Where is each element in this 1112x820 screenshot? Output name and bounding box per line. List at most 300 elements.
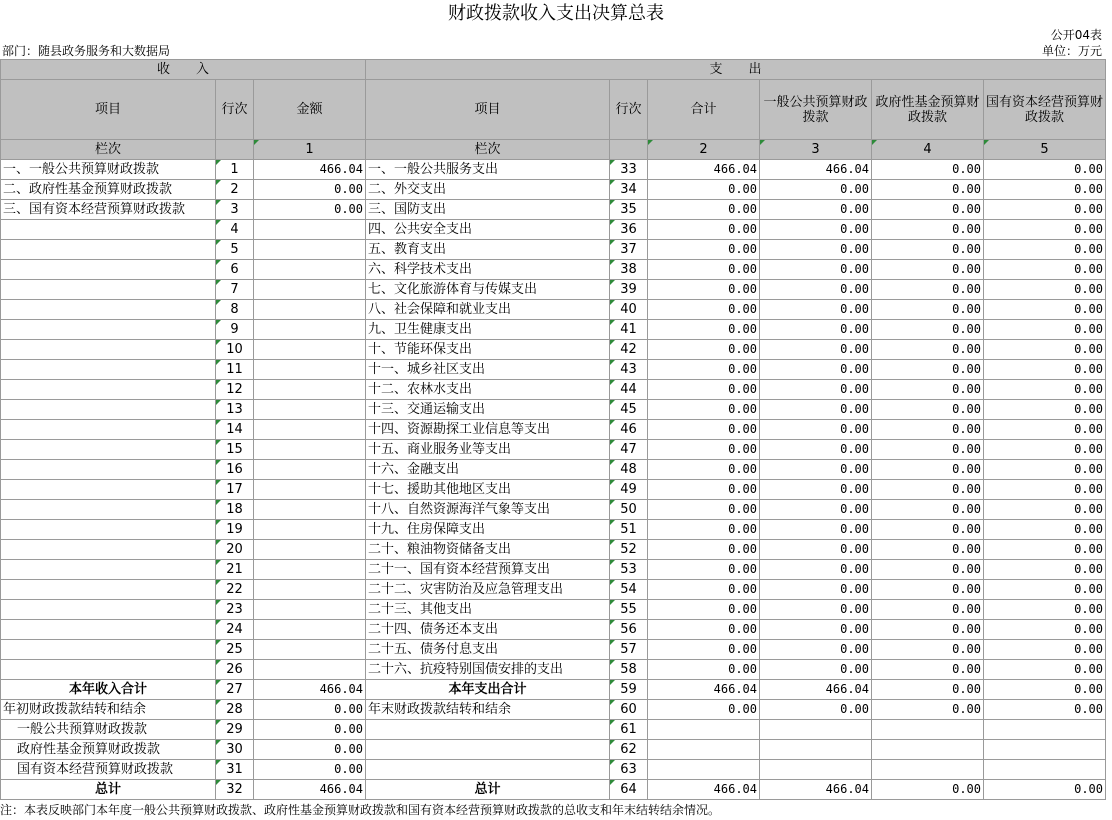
footnote: 注：本表反映部门本年度一般公共预算财政拨款、政府性基金预算财政拨款和国有资本经营预算财政拨款的总收支和年末结转结余情况。	[0, 803, 721, 817]
income-amount: 0.00	[254, 720, 366, 740]
income-col-label: 栏次	[1, 140, 216, 160]
income-row-no: 10	[216, 340, 254, 360]
table-row	[1, 220, 1106, 240]
total-amount: 0.00	[648, 300, 760, 320]
table-row	[1, 180, 1106, 200]
expense-row-no: 35	[610, 200, 648, 220]
income-row-no: 24	[216, 620, 254, 640]
soe-amount: 0.00	[984, 540, 1106, 560]
soe-amount: 0.00	[984, 700, 1106, 720]
income-row-no: 17	[216, 480, 254, 500]
income-amount-header: 金额	[254, 80, 366, 140]
total-amount: 0.00	[648, 540, 760, 560]
general-amount: 466.04	[760, 780, 872, 800]
table-row	[1, 400, 1106, 420]
expense-col-blank	[610, 140, 648, 160]
fund-amount: 0.00	[872, 460, 984, 480]
income-amount	[254, 420, 366, 440]
general-amount: 0.00	[760, 580, 872, 600]
table-row	[1, 720, 1106, 740]
form-number: 公开04表	[1050, 28, 1102, 42]
table-row	[1, 640, 1106, 660]
soe-amount: 0.00	[984, 780, 1106, 800]
expense-row-no: 61	[610, 720, 648, 740]
income-amount: 466.04	[254, 160, 366, 180]
total-amount: 0.00	[648, 600, 760, 620]
income-item	[1, 320, 216, 340]
soe-amount: 0.00	[984, 160, 1106, 180]
total-amount: 0.00	[648, 500, 760, 520]
total-amount: 0.00	[648, 440, 760, 460]
fund-amount: 0.00	[872, 780, 984, 800]
fund-amount: 0.00	[872, 500, 984, 520]
general-amount: 0.00	[760, 480, 872, 500]
fund-amount: 0.00	[872, 480, 984, 500]
income-amount: 0.00	[254, 740, 366, 760]
general-amount: 0.00	[760, 440, 872, 460]
expense-item	[366, 760, 610, 780]
general-amount: 0.00	[760, 200, 872, 220]
total-amount	[648, 720, 760, 740]
income-item	[1, 260, 216, 280]
table-row	[1, 740, 1106, 760]
general-amount: 0.00	[760, 300, 872, 320]
general-amount: 0.00	[760, 560, 872, 580]
table-row	[1, 160, 1106, 180]
general-amount: 0.00	[760, 420, 872, 440]
expense-row-no: 59	[610, 680, 648, 700]
table-row	[1, 240, 1106, 260]
soe-budget-header: 国有资本经营预算财政拨款	[984, 80, 1106, 140]
income-item: 国有资本经营预算财政拨款	[1, 760, 216, 780]
soe-amount: 0.00	[984, 260, 1106, 280]
income-amount	[254, 580, 366, 600]
soe-amount: 0.00	[984, 360, 1106, 380]
soe-amount: 0.00	[984, 440, 1106, 460]
income-row-no: 16	[216, 460, 254, 480]
income-item: 一、一般公共预算财政拨款	[1, 160, 216, 180]
soe-amount: 0.00	[984, 240, 1106, 260]
income-row-no: 14	[216, 420, 254, 440]
expense-row-no: 53	[610, 560, 648, 580]
soe-amount	[984, 760, 1106, 780]
soe-amount: 0.00	[984, 200, 1106, 220]
total-amount: 466.04	[648, 160, 760, 180]
income-header: 收 入	[1, 60, 366, 80]
soe-amount: 0.00	[984, 460, 1106, 480]
income-amount: 0.00	[254, 700, 366, 720]
expense-item: 六、科学技术支出	[366, 260, 610, 280]
soe-amount: 0.00	[984, 400, 1106, 420]
total-amount: 466.04	[648, 780, 760, 800]
fund-amount: 0.00	[872, 280, 984, 300]
income-amount	[254, 360, 366, 380]
total-amount	[648, 740, 760, 760]
total-amount: 0.00	[648, 360, 760, 380]
income-row-no: 13	[216, 400, 254, 420]
income-item	[1, 420, 216, 440]
expense-item: 一、一般公共服务支出	[366, 160, 610, 180]
income-item	[1, 340, 216, 360]
expense-item: 十、节能环保支出	[366, 340, 610, 360]
income-item-header: 项目	[1, 80, 216, 140]
expense-row-no: 45	[610, 400, 648, 420]
total-amount: 0.00	[648, 400, 760, 420]
income-amount	[254, 560, 366, 580]
total-amount: 0.00	[648, 620, 760, 640]
income-rowno-header: 行次	[216, 80, 254, 140]
expense-item: 八、社会保障和就业支出	[366, 300, 610, 320]
expense-item: 十五、商业服务业等支出	[366, 440, 610, 460]
income-amount	[254, 500, 366, 520]
table-row	[1, 680, 1106, 700]
general-amount: 0.00	[760, 700, 872, 720]
income-amount	[254, 620, 366, 640]
income-item	[1, 520, 216, 540]
expense-header: 支 出	[366, 60, 1106, 80]
general-amount: 0.00	[760, 660, 872, 680]
income-item	[1, 660, 216, 680]
income-row-no: 25	[216, 640, 254, 660]
income-amount	[254, 480, 366, 500]
fund-amount: 0.00	[872, 320, 984, 340]
fund-amount: 0.00	[872, 700, 984, 720]
income-item: 二、政府性基金预算财政拨款	[1, 180, 216, 200]
income-amount	[254, 600, 366, 620]
expense-item: 十一、城乡社区支出	[366, 360, 610, 380]
fund-amount: 0.00	[872, 560, 984, 580]
table-row	[1, 520, 1106, 540]
income-amount: 0.00	[254, 760, 366, 780]
expense-row-no: 50	[610, 500, 648, 520]
fund-amount: 0.00	[872, 520, 984, 540]
expense-row-no: 37	[610, 240, 648, 260]
income-row-no: 8	[216, 300, 254, 320]
table-row	[1, 380, 1106, 400]
general-amount: 0.00	[760, 620, 872, 640]
total-header: 合计	[648, 80, 760, 140]
income-amount	[254, 220, 366, 240]
soe-amount: 0.00	[984, 600, 1106, 620]
table-row	[1, 620, 1106, 640]
table-row	[1, 460, 1106, 480]
expense-item: 二十三、其他支出	[366, 600, 610, 620]
table-row	[1, 660, 1106, 680]
total-amount	[648, 760, 760, 780]
general-amount: 0.00	[760, 320, 872, 340]
income-row-no: 30	[216, 740, 254, 760]
expense-item: 十二、农林水支出	[366, 380, 610, 400]
total-amount: 0.00	[648, 580, 760, 600]
total-amount: 0.00	[648, 460, 760, 480]
general-amount	[760, 760, 872, 780]
table-row	[1, 560, 1106, 580]
income-item: 年初财政拨款结转和结余	[1, 700, 216, 720]
income-item	[1, 440, 216, 460]
general-amount: 0.00	[760, 340, 872, 360]
expense-row-no: 43	[610, 360, 648, 380]
expense-col-label: 栏次	[366, 140, 610, 160]
income-row-no: 1	[216, 160, 254, 180]
income-row-no: 5	[216, 240, 254, 260]
total-amount: 0.00	[648, 480, 760, 500]
income-amount	[254, 300, 366, 320]
income-row-no: 15	[216, 440, 254, 460]
total-amount: 0.00	[648, 560, 760, 580]
general-budget-header: 一般公共预算财政拨款	[760, 80, 872, 140]
fund-budget-header: 政府性基金预算财政拨款	[872, 80, 984, 140]
expense-item: 十四、资源勘探工业信息等支出	[366, 420, 610, 440]
soe-amount: 0.00	[984, 660, 1106, 680]
income-amount	[254, 640, 366, 660]
income-amount	[254, 440, 366, 460]
income-row-no: 26	[216, 660, 254, 680]
soe-amount: 0.00	[984, 420, 1106, 440]
income-amount	[254, 660, 366, 680]
table-row	[1, 200, 1106, 220]
total-amount: 0.00	[648, 640, 760, 660]
income-row-no: 31	[216, 760, 254, 780]
expense-row-no: 58	[610, 660, 648, 680]
income-item	[1, 500, 216, 520]
general-amount	[760, 720, 872, 740]
income-item: 一般公共预算财政拨款	[1, 720, 216, 740]
fund-amount: 0.00	[872, 340, 984, 360]
table-row	[1, 300, 1106, 320]
table-row	[1, 760, 1106, 780]
table-row	[1, 480, 1106, 500]
income-item	[1, 580, 216, 600]
expense-row-no: 57	[610, 640, 648, 660]
income-amount	[254, 520, 366, 540]
expense-row-no: 46	[610, 420, 648, 440]
table-row	[1, 600, 1106, 620]
soe-amount: 0.00	[984, 640, 1106, 660]
total-amount: 0.00	[648, 660, 760, 680]
expense-row-no: 38	[610, 260, 648, 280]
fund-amount	[872, 740, 984, 760]
income-item	[1, 380, 216, 400]
expense-item: 十三、交通运输支出	[366, 400, 610, 420]
expense-item: 二十六、抗疫特别国债安排的支出	[366, 660, 610, 680]
income-row-no: 11	[216, 360, 254, 380]
income-amount	[254, 540, 366, 560]
income-amount: 0.00	[254, 200, 366, 220]
expense-row-no: 39	[610, 280, 648, 300]
total-amount: 0.00	[648, 240, 760, 260]
income-item	[1, 460, 216, 480]
soe-amount: 0.00	[984, 620, 1106, 640]
expense-item	[366, 740, 610, 760]
general-amount: 0.00	[760, 600, 872, 620]
total-amount: 0.00	[648, 700, 760, 720]
expense-item: 四、公共安全支出	[366, 220, 610, 240]
income-item	[1, 540, 216, 560]
fund-amount: 0.00	[872, 660, 984, 680]
general-amount: 0.00	[760, 520, 872, 540]
expense-item: 年末财政拨款结转和结余	[366, 700, 610, 720]
general-amount: 466.04	[760, 680, 872, 700]
expense-row-no: 49	[610, 480, 648, 500]
expense-item: 十八、自然资源海洋气象等支出	[366, 500, 610, 520]
general-amount: 0.00	[760, 460, 872, 480]
expense-row-no: 55	[610, 600, 648, 620]
income-item	[1, 280, 216, 300]
soe-amount: 0.00	[984, 320, 1106, 340]
general-amount: 0.00	[760, 540, 872, 560]
fund-amount: 0.00	[872, 220, 984, 240]
table-row	[1, 500, 1106, 520]
total-amount: 0.00	[648, 420, 760, 440]
fund-amount: 0.00	[872, 440, 984, 460]
expense-item: 五、教育支出	[366, 240, 610, 260]
total-amount: 0.00	[648, 220, 760, 240]
expense-item: 九、卫生健康支出	[366, 320, 610, 340]
fund-amount: 0.00	[872, 260, 984, 280]
expense-item: 二十、粮油物资储备支出	[366, 540, 610, 560]
expense-item: 三、国防支出	[366, 200, 610, 220]
fund-amount: 0.00	[872, 360, 984, 380]
total-amount: 0.00	[648, 260, 760, 280]
income-item	[1, 240, 216, 260]
budget-table	[0, 59, 1106, 800]
fund-amount: 0.00	[872, 240, 984, 260]
income-item	[1, 400, 216, 420]
soe-amount: 0.00	[984, 380, 1106, 400]
total-amount: 0.00	[648, 280, 760, 300]
income-row-no: 22	[216, 580, 254, 600]
fund-amount: 0.00	[872, 300, 984, 320]
expense-item: 总计	[366, 780, 610, 800]
income-row-no: 3	[216, 200, 254, 220]
table-row	[1, 440, 1106, 460]
table-row	[1, 700, 1106, 720]
soe-amount: 0.00	[984, 480, 1106, 500]
soe-amount: 0.00	[984, 280, 1106, 300]
soe-amount: 0.00	[984, 500, 1106, 520]
expense-row-no: 44	[610, 380, 648, 400]
income-amount	[254, 240, 366, 260]
income-item: 本年收入合计	[1, 680, 216, 700]
general-amount: 0.00	[760, 240, 872, 260]
fund-amount	[872, 760, 984, 780]
expense-row-no: 52	[610, 540, 648, 560]
expense-item: 二十一、国有资本经营预算支出	[366, 560, 610, 580]
fund-amount: 0.00	[872, 620, 984, 640]
table-row	[1, 780, 1106, 800]
expense-item: 十七、援助其他地区支出	[366, 480, 610, 500]
income-item	[1, 640, 216, 660]
income-row-no: 21	[216, 560, 254, 580]
fund-amount: 0.00	[872, 580, 984, 600]
income-item: 三、国有资本经营预算财政拨款	[1, 200, 216, 220]
table-row	[1, 360, 1106, 380]
col-3: 3	[760, 140, 872, 160]
general-amount	[760, 740, 872, 760]
income-row-no: 9	[216, 320, 254, 340]
total-amount: 0.00	[648, 520, 760, 540]
table-row	[1, 580, 1106, 600]
income-row-no: 4	[216, 220, 254, 240]
income-amount	[254, 260, 366, 280]
income-item: 总计	[1, 780, 216, 800]
expense-item: 二十四、债务还本支出	[366, 620, 610, 640]
expense-row-no: 48	[610, 460, 648, 480]
expense-row-no: 60	[610, 700, 648, 720]
fund-amount: 0.00	[872, 180, 984, 200]
expense-row-no: 63	[610, 760, 648, 780]
income-row-no: 23	[216, 600, 254, 620]
income-amount	[254, 320, 366, 340]
income-item	[1, 360, 216, 380]
total-amount: 0.00	[648, 340, 760, 360]
total-amount: 0.00	[648, 380, 760, 400]
general-amount: 0.00	[760, 180, 872, 200]
expense-row-no: 33	[610, 160, 648, 180]
department-label: 部门：随县政务服务和大数据局	[2, 44, 171, 58]
soe-amount: 0.00	[984, 580, 1106, 600]
unit-label: 单位：万元	[1041, 44, 1102, 58]
fund-amount: 0.00	[872, 680, 984, 700]
soe-amount: 0.00	[984, 340, 1106, 360]
col-4: 4	[872, 140, 984, 160]
fund-amount: 0.00	[872, 540, 984, 560]
income-row-no: 6	[216, 260, 254, 280]
expense-row-no: 41	[610, 320, 648, 340]
income-item	[1, 480, 216, 500]
income-row-no: 29	[216, 720, 254, 740]
expense-row-no: 56	[610, 620, 648, 640]
income-item	[1, 600, 216, 620]
income-row-no: 12	[216, 380, 254, 400]
expense-rowno-header: 行次	[610, 80, 648, 140]
soe-amount: 0.00	[984, 560, 1106, 580]
expense-item	[366, 720, 610, 740]
fund-amount: 0.00	[872, 400, 984, 420]
income-amount: 466.04	[254, 780, 366, 800]
general-amount: 0.00	[760, 640, 872, 660]
income-row-no: 20	[216, 540, 254, 560]
expense-row-no: 64	[610, 780, 648, 800]
fund-amount: 0.00	[872, 600, 984, 620]
general-amount: 466.04	[760, 160, 872, 180]
total-amount: 466.04	[648, 680, 760, 700]
table-row	[1, 340, 1106, 360]
col-5: 5	[984, 140, 1106, 160]
income-row-no: 19	[216, 520, 254, 540]
expense-row-no: 42	[610, 340, 648, 360]
income-item: 政府性基金预算财政拨款	[1, 740, 216, 760]
expense-item: 二、外交支出	[366, 180, 610, 200]
income-row-no: 28	[216, 700, 254, 720]
income-amount: 466.04	[254, 680, 366, 700]
expense-row-no: 36	[610, 220, 648, 240]
expense-item: 七、文化旅游体育与传媒支出	[366, 280, 610, 300]
report-title: 财政拨款收入支出决算总表	[448, 3, 664, 24]
expense-row-no: 47	[610, 440, 648, 460]
income-item	[1, 220, 216, 240]
expense-row-no: 62	[610, 740, 648, 760]
expense-item: 本年支出合计	[366, 680, 610, 700]
expense-item: 十九、住房保障支出	[366, 520, 610, 540]
income-amount	[254, 340, 366, 360]
table-row	[1, 280, 1106, 300]
expense-row-no: 54	[610, 580, 648, 600]
expense-row-no: 34	[610, 180, 648, 200]
total-amount: 0.00	[648, 200, 760, 220]
income-amount	[254, 460, 366, 480]
expense-item: 二十二、灾害防治及应急管理支出	[366, 580, 610, 600]
